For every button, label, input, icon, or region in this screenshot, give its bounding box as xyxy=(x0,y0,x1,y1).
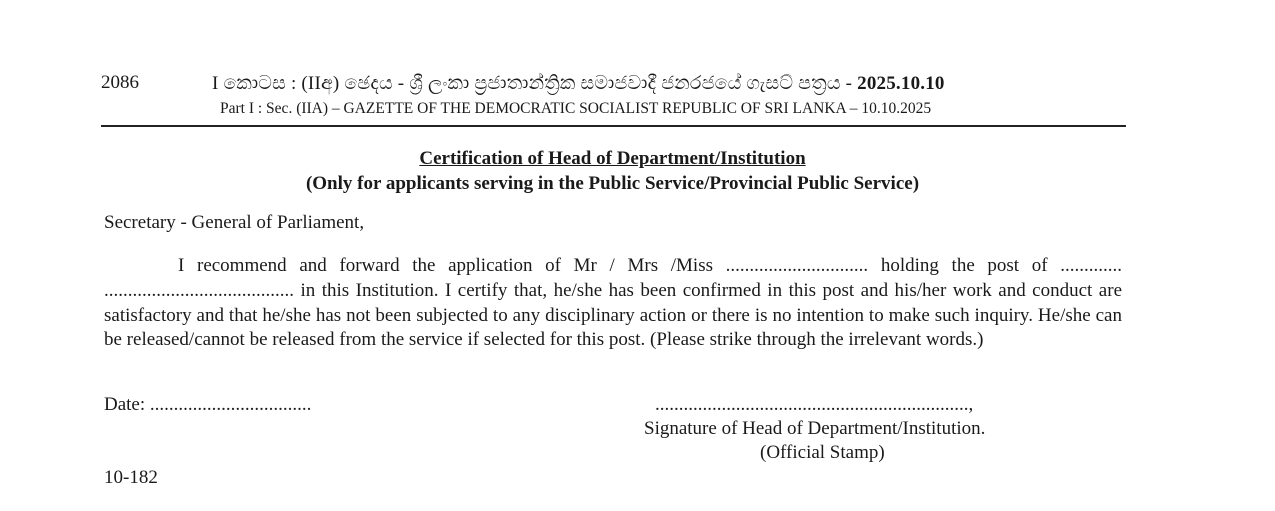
header-divider xyxy=(101,125,1126,127)
sinhala-title: I කොටස : (IIඅ) ඡෙදය - ශ්‍රී ලංකා ප්‍රජාතාන්ත්‍රික සමාජවාදී ජනරජයේ ගැසට් පත්‍රය - xyxy=(212,73,858,94)
gazette-sinhala-header xyxy=(212,73,945,95)
gazette-date: 2025.10.10 xyxy=(857,73,945,94)
recommendation-paragraph: I recommend and forward the application of Mr / Mrs /Miss .............................. holding the post of ............. ........................................ in this Institution. I certify that, he/she has been confirmed in this post and his/her work and conduct are satisfactory and that he/she has not been subjected to any disciplinary action or there is no intention to make such inquiry. He/she can be released/cannot be released from the service if selected for this post. (Please strike through the irrelevant words.) xyxy=(104,255,1122,351)
signature-field: .................................................................., xyxy=(655,394,974,415)
official-stamp-label: (Official Stamp) xyxy=(760,442,885,463)
certification-subheading: (Only for applicants serving in the Public Service/Provincial Public Service) xyxy=(305,173,920,194)
date-field: Date: .................................. xyxy=(104,394,312,415)
page-number: 2086 xyxy=(101,72,139,93)
gazette-english-header: Part I : Sec. (IIA) – GAZETTE OF THE DEMOCRATIC SOCIALIST REPUBLIC OF SRI LANKA – 10.10.2025 xyxy=(220,100,932,117)
signature-label: Signature of Head of Department/Institution. xyxy=(644,418,986,439)
certification-heading: Certification of Head of Department/Institution xyxy=(419,148,806,169)
reference-code: 10-182 xyxy=(104,467,158,488)
salutation: Secretary - General of Parliament, xyxy=(104,212,365,233)
